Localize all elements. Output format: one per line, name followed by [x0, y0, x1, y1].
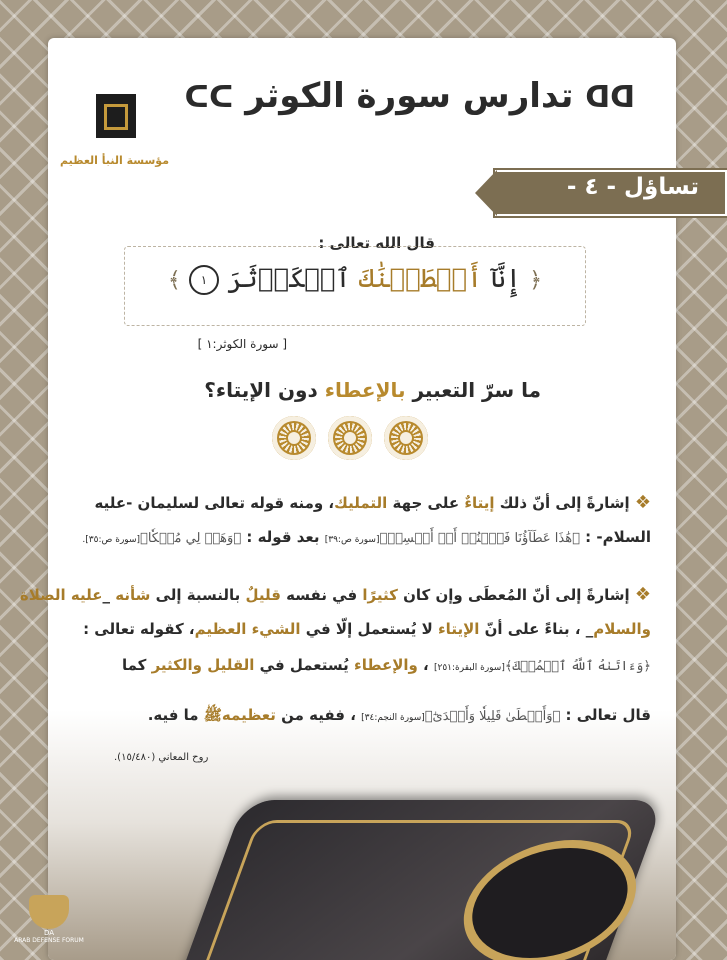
text-run-gold: عليه الصلاة	[19, 586, 103, 604]
rosette-icon	[328, 416, 372, 460]
question-banner-label: تساؤل - ٤ -	[566, 174, 699, 200]
question-prefix: ما سرّ التعبير	[405, 378, 541, 402]
open-quote-mark: ᗡᗡ	[585, 80, 635, 115]
text-run-gold: والسلام	[593, 620, 651, 638]
text-run: ، ففيه من	[275, 706, 362, 724]
text-run: ، كقوله تعالى :	[83, 620, 195, 638]
eagle-emblem-icon	[29, 895, 69, 929]
logo-inner-frame	[104, 104, 128, 130]
diamond-bullet-icon: ❖	[634, 492, 651, 513]
text-run-gold: تعظيمه	[221, 706, 276, 724]
rosette-icon	[384, 416, 428, 460]
watermark-abbrev: DA	[43, 929, 55, 937]
text-run: ، ومنه قوله تعالى لسليمان -عليه	[94, 494, 335, 512]
quran-book-image	[172, 800, 665, 960]
text-run: كما	[121, 656, 152, 674]
text-run-gold: كثيرًا	[362, 586, 398, 604]
text-run-gold: والإعطاء	[354, 656, 418, 674]
close-quote-mark: ᑕᑕ	[184, 80, 234, 115]
verse-intro: قال الله تعالى :	[318, 234, 435, 252]
source-citation: روح المعاني (١٥/٤٨٠).	[114, 752, 209, 763]
verse-word-2: ٱلۡكَوۡثَرَ	[227, 264, 351, 294]
text-run: _	[102, 586, 116, 604]
diamond-bullet-icon: ❖	[634, 584, 651, 605]
verse-word-gold: أَعۡطَيۡنَٰكَ	[358, 264, 483, 294]
text-run-gold: شأنه	[115, 586, 151, 604]
verse-text	[140, 264, 570, 295]
text-run: بالنسبة إلى	[150, 586, 246, 604]
text-run: قال تعالى :	[560, 706, 651, 724]
quote-reference: [سورة ص:٣٥].	[82, 535, 141, 545]
forum-watermark	[4, 895, 94, 944]
point-2-line-3	[122, 656, 651, 674]
text-run-gold: القليل والكثير	[151, 656, 255, 674]
text-run: السلام- :	[579, 528, 651, 546]
question-heading	[204, 378, 541, 402]
quran-quote: ﴿وَءَاتَىٰهُ ٱللَّهُ ٱلۡمُلۡكَ﴾	[504, 659, 651, 674]
page-title-text: تدارس سورة الكوثر	[245, 76, 574, 116]
page-title	[185, 76, 635, 116]
rosette-icon	[272, 416, 316, 460]
text-run: على جهة	[387, 494, 465, 512]
point-1-line-2	[82, 528, 651, 546]
text-run: إشارةً إلى أنّ المُعطَى وإن كان	[397, 586, 630, 604]
salawat-glyph: ﷺ	[203, 706, 222, 724]
verse-open-bracket: ﴿	[529, 268, 543, 293]
quote-reference: [سورة ص:٣٩]	[324, 535, 380, 545]
point-2-line-4	[148, 706, 651, 728]
logo-caption: مؤسسة النبأ العظيم	[60, 154, 170, 167]
text-run: لا يُستعمل إلّا في	[300, 620, 439, 638]
quran-quote: ﴿هَٰذَا عَطَآؤُنَا فَٱمۡنُنۡ أَوۡ أَمۡسِكۡ﴾	[379, 531, 580, 546]
text-run: بعد قوله :	[241, 528, 325, 546]
text-run-gold: الشيء العظيم	[194, 620, 301, 638]
quote-reference: [سورة النجم:٣٤]	[361, 713, 425, 723]
text-run: في نفسه	[280, 586, 363, 604]
verse-close-bracket: ﴾	[167, 268, 181, 293]
verse-reference: [ سورة الكوثر:١ ]	[197, 337, 287, 351]
text-run: يُستعمل في	[254, 656, 355, 674]
watermark-name: ARAB DEFENSE FORUM	[14, 937, 84, 944]
text-run: إشارةً إلى أنّ ذلك	[494, 494, 630, 512]
text-run: ما فيه.	[147, 706, 204, 724]
quote-reference: [سورة البقرة:٢٥١]	[433, 663, 505, 673]
text-run-gold: الإيتاء	[438, 620, 480, 638]
point-2-line-1	[20, 584, 651, 605]
text-run-gold: التمليك	[334, 494, 388, 512]
text-run: _ ، بناءً على أنّ	[479, 620, 594, 638]
text-run-gold: قليلٌ	[245, 586, 281, 604]
quran-quote: ﴿وَهَبۡ لِي مُلۡكٗا﴾	[140, 531, 242, 546]
ayah-number-icon: ١	[189, 265, 219, 295]
point-2-line-2	[83, 620, 651, 638]
text-run-gold: إيتاءٌ	[464, 494, 495, 512]
question-highlight: بالإعطاء	[324, 378, 406, 402]
quran-quote: ﴿وَأَعۡطَىٰ قَلِيلٗا وَأَكۡدَىٰٓ﴾	[424, 709, 561, 724]
verse-word-1: إِنَّآ	[490, 264, 521, 294]
text-run: ،	[417, 656, 434, 674]
question-suffix: دون الإيتاء؟	[204, 378, 325, 402]
point-1-line-1	[95, 492, 651, 513]
